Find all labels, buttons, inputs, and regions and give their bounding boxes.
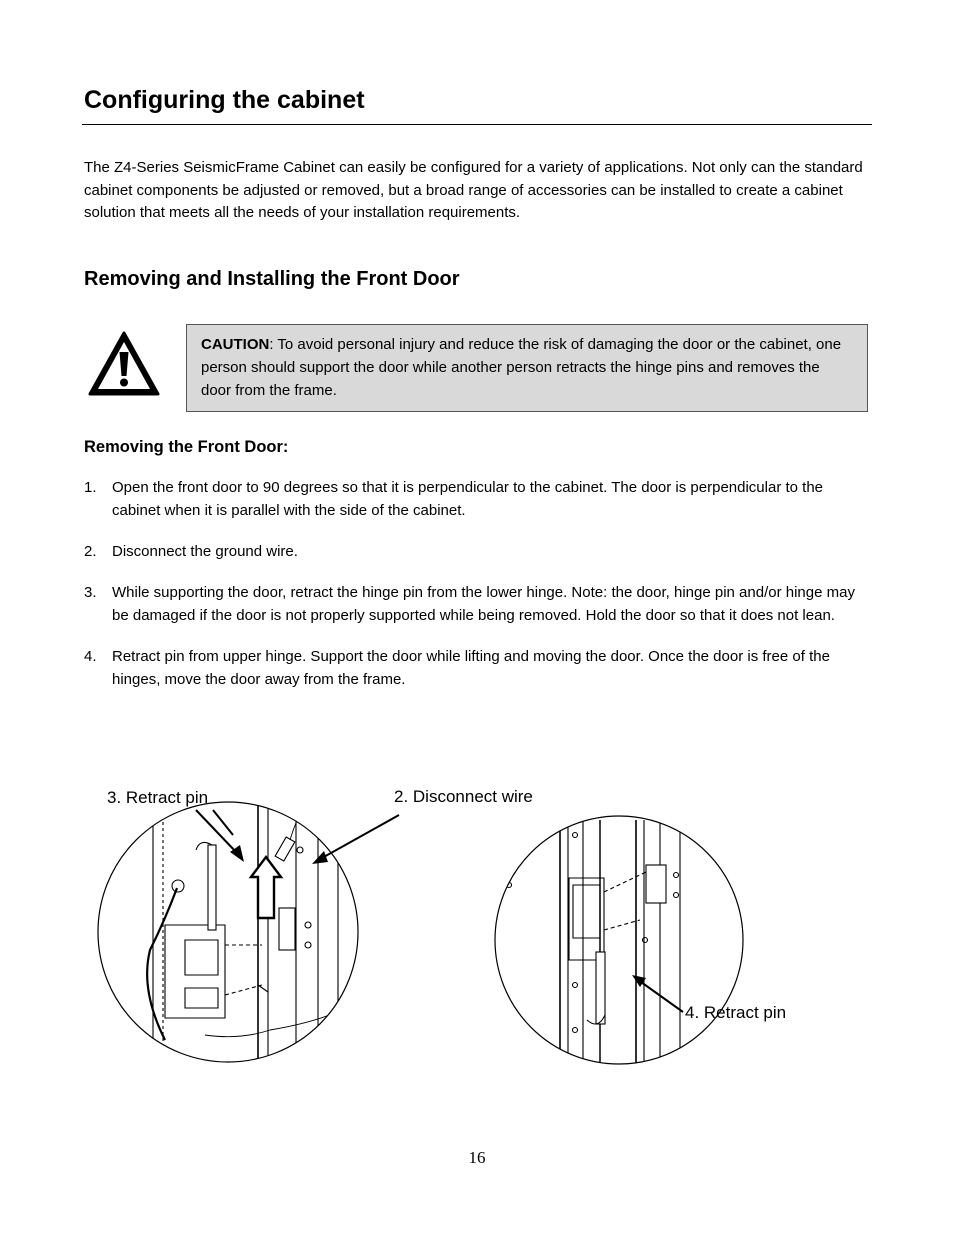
caution-box (186, 324, 868, 412)
page-number: 16 (468, 1148, 486, 1167)
callout-retract-pin-lower: 3. Retract pin (107, 788, 209, 807)
step-number: 1. (84, 479, 97, 496)
steps-list (84, 476, 874, 709)
step-number: 2. (84, 543, 97, 560)
intro-paragraph: The Z4-Series SeismicFrame Cabinet can easily be configured for a variety of applications. Not only can the standard cabinet components be adjusted or removed, but a broad range of accessories can be installed to create a cabinet solution that meets all the needs of your installation requirements. (84, 159, 863, 222)
step-text: Retract pin from upper hinge. Support the door while lifting and moving the door. Once the door is free of the hinges, move the door away from the frame. (112, 648, 830, 688)
callout-retract-pin-upper: 4. Retract pin (685, 1003, 787, 1022)
upper-hinge-detail (495, 816, 743, 1070)
page-title: Configuring the cabinet (84, 86, 365, 114)
lower-hinge-detail (98, 790, 399, 1080)
callout-disconnect-wire: 2. Disconnect wire (394, 787, 533, 806)
step-text: Disconnect the ground wire. (112, 543, 298, 560)
step-item (84, 540, 874, 563)
warning-triangle-icon (88, 330, 160, 398)
section-title: Removing and Installing the Front Door (84, 268, 460, 290)
step-item (84, 581, 874, 627)
title-underline (82, 124, 872, 125)
step-number: 4. (84, 648, 97, 665)
step-text: While supporting the door, retract the hinge pin from the lower hinge. Note: the door, hinge pin and/or hinge may be damaged if the door is not properly supported while being removed. Hold the door so that it does not lean. (112, 584, 855, 624)
caution-text: : To avoid personal injury and reduce the risk of damaging the door or the cabinet, one person should support the door while another person retracts the hinge pins and removes the door from the frame. (201, 336, 842, 399)
subsection-title: Removing the Front Door: (84, 438, 289, 456)
step-item (84, 476, 874, 522)
hinge-illustration (90, 780, 810, 1080)
step-item (84, 645, 874, 691)
step-number: 3. (84, 584, 97, 601)
step-text: Open the front door to 90 degrees so that it is perpendicular to the cabinet. The door is perpendicular to the cabinet when it is parallel with the side of the cabinet. (112, 479, 824, 519)
caution-label: CAUTION (201, 336, 270, 353)
